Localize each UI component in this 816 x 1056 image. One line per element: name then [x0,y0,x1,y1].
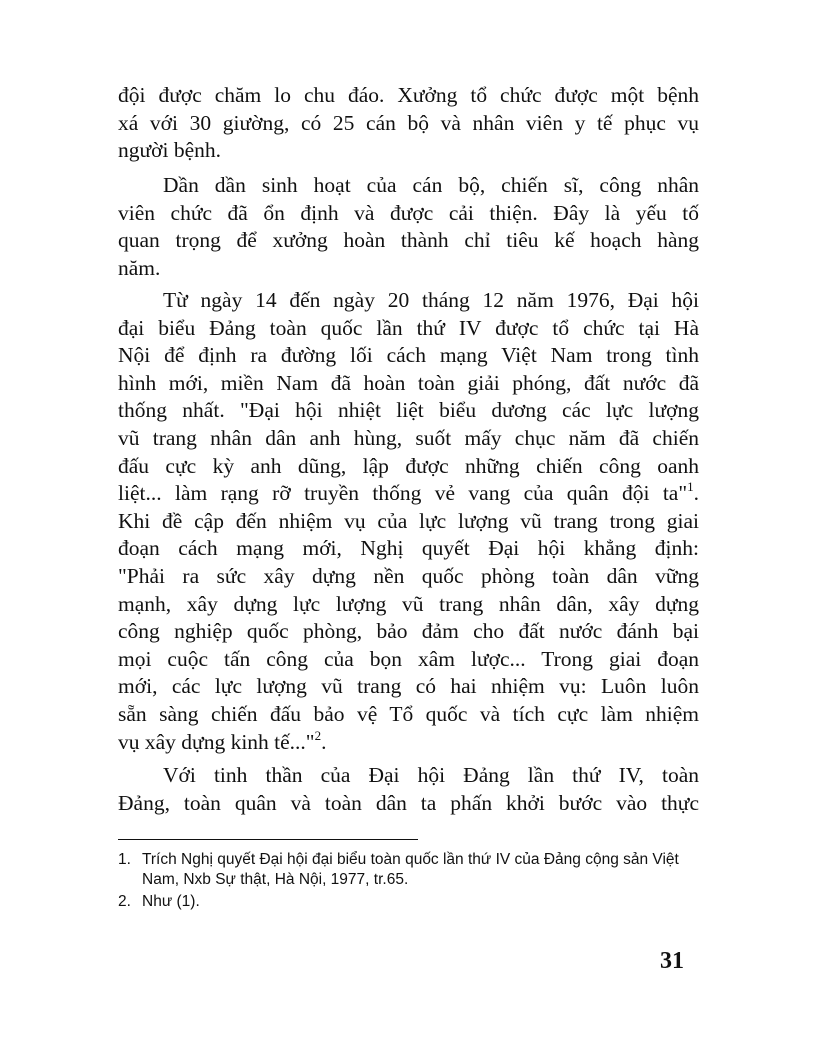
paragraph-3-line: Khi đề cập đến nhiệm vụ của lực lượng vũ trang trong giai [118,508,699,533]
paragraph-3-line-text: vụ xây dựng kinh tế..." [118,729,315,754]
footnote-ref-1: 1 [687,479,694,495]
paragraph-2-line: Dần dần sinh hoạt của cán bộ, chiến sĩ, công nhân [163,173,699,197]
paragraph-3-line: mạnh, xây dựng lực lượng vũ trang nhân dân, xây dựng [118,591,699,616]
page-number: 31 [660,948,684,974]
paragraph-3-line: đại biểu Đảng toàn quốc lần thứ IV được tổ chức tại Hà [118,315,699,340]
paragraph-3-line: thống nhất. "Đại hội nhiệt liệt biểu dương các lực lượng [118,398,699,423]
paragraph-2-line: quan trọng để xưởng hoàn thành chỉ tiêu kế hoạch hàng [118,228,699,253]
paragraph-3-line: vũ trang nhân dân anh hùng, suốt mấy chục năm đã chiến [118,425,699,450]
paragraph-1 [118,82,699,165]
paragraph-2 [118,172,699,282]
footnote-divider [118,839,418,840]
footnote-1 [118,850,698,890]
footnote-text: Trích Nghị quyết Đại hội đại biểu toàn quốc lần thứ IV của Đảng cộng sản Việt Nam, Nxb Sự thật, Hà Nội, 1977, tr.65. [142,851,679,888]
paragraph-3-line-with-footnote [118,729,699,757]
paragraph-3-line: công nghiệp quốc phòng, bảo đảm cho đất nước đánh bại [118,619,699,644]
footnote-ref-1-tail: . [693,481,699,506]
paragraph-1-line: xá với 30 giường, có 25 cán bộ và nhân viên y tế phục vụ [118,110,699,135]
paragraph-2-line: viên chức đã ổn định và được cải thiện. Đây là yếu tố [118,200,699,225]
footnote-2 [118,892,698,912]
paragraph-3-line: đoạn cách mạng mới, Nghị quyết Đại hội khẳng định: [118,536,699,561]
paragraph-3-line: sẵn sàng chiến đấu bảo vệ Tổ quốc và tích cực làm nhiệm [118,701,699,726]
paragraph-3-line-text: liệt... làm rạng rỡ truyền thống vẻ vang của quân đội ta" [118,481,688,506]
paragraph-3-line: mọi cuộc tấn công của bọn xâm lược... Trong giai đoạn [118,646,699,671]
paragraph-4-line: Đảng, toàn quân và toàn dân ta phấn khởi bước vào thực [118,790,699,815]
paragraph-1-line: người bệnh. [118,138,222,163]
footnote-ref-2: 2 [314,727,322,743]
paragraph-3-line: mới, các lực lượng vũ trang có hai nhiệm vụ: Luôn luôn [118,674,699,699]
footnote-ref-2-tail: . [321,729,327,754]
footnote-number: 1. [118,851,131,868]
paragraph-3-line: Nội để định ra đường lối cách mạng Việt Nam trong tình [118,343,699,368]
paragraph-4-line: Với tinh thần của Đại hội Đảng lần thứ IV, toàn [163,763,699,787]
paragraph-1-line: đội được chăm lo chu đáo. Xưởng tổ chức được một bệnh [118,83,699,107]
paragraph-3 [118,287,699,756]
paragraph-3-line: đấu cực kỳ anh dũng, lập được những chiến công oanh [118,453,699,478]
paragraph-3-line: "Phải ra sức xây dựng nền quốc phòng toàn dân vững [118,563,699,588]
paragraph-3-line: Từ ngày 14 đến ngày 20 tháng 12 năm 1976, Đại hội [163,288,699,312]
paragraph-4 [118,762,699,817]
footnote-text: Như (1). [142,893,200,910]
paragraph-3-line-with-footnote [118,480,699,508]
paragraph-3-line: hình mới, miền Nam đã hoàn toàn giải phóng, đất nước đã [118,370,699,395]
paragraph-2-line: năm. [118,255,161,280]
footnotes [118,850,698,914]
footnote-number: 2. [118,893,131,910]
